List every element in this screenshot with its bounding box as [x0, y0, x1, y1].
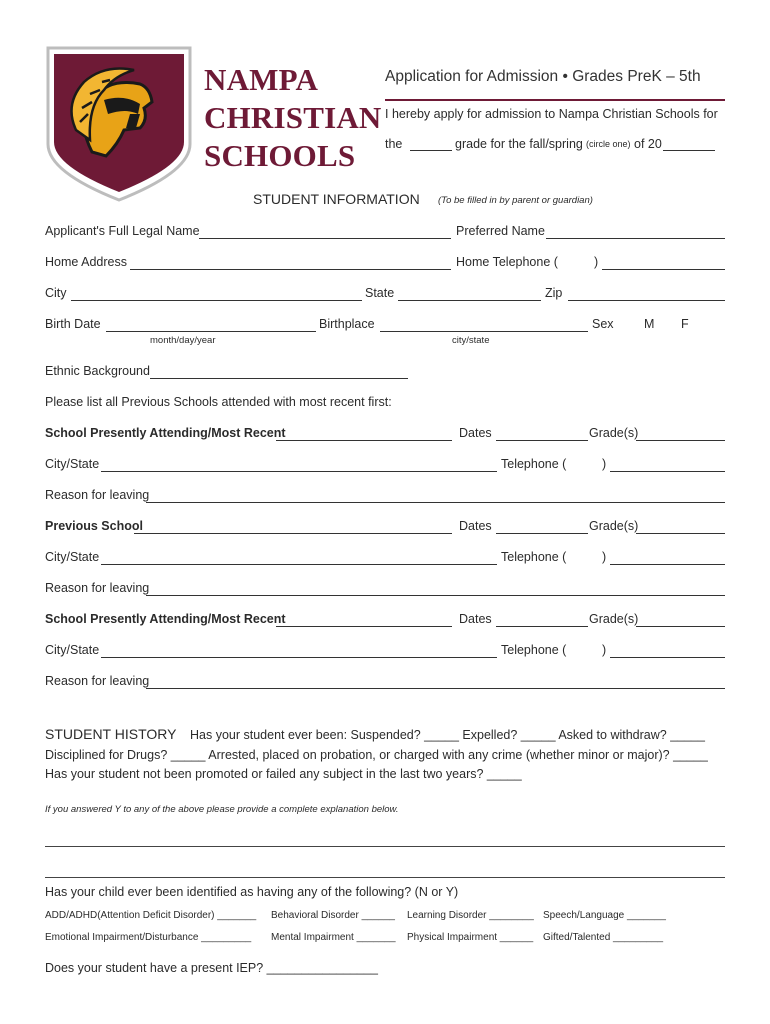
school2-dates-field[interactable]: [496, 533, 588, 534]
school1-telephone-paren: ): [602, 457, 607, 471]
grade-line-term: grade for the fall/spring: [455, 137, 583, 151]
home-address-field[interactable]: [130, 269, 451, 270]
school1-telephone-label: Telephone (: [501, 457, 567, 471]
condition-emotional: Emotional Impairment/Disturbance _________: [45, 932, 252, 943]
conditions-question: Has your child ever been identified as having any of the following? (N or Y): [45, 885, 459, 899]
home-address-label: Home Address: [45, 255, 127, 269]
school3-reason-label: Reason for leaving: [45, 674, 150, 688]
title-rule: [385, 99, 725, 101]
condition-gifted: Gifted/Talented _________: [543, 932, 664, 943]
school1-label: School Presently Attending/Most Recent: [45, 426, 286, 440]
condition-behavioral: Behavioral Disorder ______: [271, 910, 395, 921]
school3-city-label: City/State: [45, 643, 100, 657]
apply-statement: I hereby apply for admission to Nampa Christian Schools for: [385, 107, 718, 121]
school3-dates-label: Dates: [459, 612, 492, 626]
school2-field[interactable]: [134, 533, 452, 534]
ethnic-label: Ethnic Background: [45, 364, 150, 378]
grade-line-the: the: [385, 137, 403, 151]
school1-telephone-field[interactable]: [610, 471, 725, 472]
home-telephone-label: Home Telephone (: [456, 255, 558, 269]
school1-city-field[interactable]: [101, 471, 497, 472]
school3-label: School Presently Attending/Most Recent: [45, 612, 286, 626]
student-info-heading: STUDENT INFORMATION: [253, 191, 420, 207]
school1-reason-field[interactable]: [146, 502, 725, 503]
school2-label: Previous School: [45, 519, 143, 533]
sex-option-f[interactable]: F: [681, 317, 689, 331]
birthplace-field[interactable]: [380, 331, 588, 332]
city-label: City: [45, 286, 67, 300]
school3-dates-field[interactable]: [496, 626, 588, 627]
history-question-3: Has your student not been promoted or failed any subject in the last two years? _____: [45, 767, 522, 781]
school-crest-logo: [44, 44, 194, 204]
school3-telephone-paren: ): [602, 643, 607, 657]
explanation-line-2[interactable]: [45, 877, 725, 878]
school3-grades-label: Grade(s): [589, 612, 639, 626]
full-name-field[interactable]: [199, 238, 451, 239]
school1-grades-label: Grade(s): [589, 426, 639, 440]
full-name-label: Applicant's Full Legal Name: [45, 224, 200, 238]
school3-field[interactable]: [276, 626, 452, 627]
school2-dates-label: Dates: [459, 519, 492, 533]
city-field[interactable]: [71, 300, 362, 301]
condition-physical: Physical Impairment ______: [407, 932, 534, 943]
logo-word-nampa: NAMPA: [204, 62, 319, 97]
history-question-1: Has your student ever been: Suspended? _____ Expelled? _____ Asked to withdraw? _____: [190, 728, 705, 742]
iep-question: Does your student have a present IEP? ________________: [45, 961, 378, 975]
explanation-note: If you answered Y to any of the above please provide a complete explanation below.: [45, 804, 399, 815]
home-telephone-field[interactable]: [602, 269, 725, 270]
school2-grades-field[interactable]: [636, 533, 725, 534]
home-telephone-paren: ): [594, 255, 599, 269]
birth-date-field[interactable]: [106, 331, 316, 332]
school2-reason-field[interactable]: [146, 595, 725, 596]
school3-telephone-label: Telephone (: [501, 643, 567, 657]
state-field[interactable]: [398, 300, 541, 301]
explanation-line-1[interactable]: [45, 846, 725, 847]
school2-grades-label: Grade(s): [589, 519, 639, 533]
birthplace-hint: city/state: [452, 335, 490, 346]
birth-date-label: Birth Date: [45, 317, 101, 331]
school3-grades-field[interactable]: [636, 626, 725, 627]
school1-reason-label: Reason for leaving: [45, 488, 150, 502]
state-label: State: [365, 286, 395, 300]
school3-telephone-field[interactable]: [610, 657, 725, 658]
sex-option-m[interactable]: M: [644, 317, 655, 331]
condition-speech: Speech/Language _______: [543, 910, 666, 921]
birth-date-hint: month/day/year: [150, 335, 216, 346]
school1-city-label: City/State: [45, 457, 100, 471]
zip-label: Zip: [545, 286, 563, 300]
sex-label: Sex: [592, 317, 614, 331]
ethnic-field[interactable]: [150, 378, 408, 379]
school2-telephone-label: Telephone (: [501, 550, 567, 564]
form-title: Application for Admission • Grades PreK – 5th: [385, 68, 701, 85]
previous-schools-intro: Please list all Previous Schools attended with most recent first:: [45, 395, 392, 409]
school1-field[interactable]: [276, 440, 452, 441]
logo-word-schools: SCHOOLS: [204, 138, 356, 173]
school1-grades-field[interactable]: [636, 440, 725, 441]
student-info-note: (To be filled in by parent or guardian): [438, 195, 593, 206]
condition-mental: Mental Impairment _______: [271, 932, 396, 943]
school3-reason-field[interactable]: [146, 688, 725, 689]
year-field[interactable]: [663, 150, 715, 151]
zip-field[interactable]: [568, 300, 725, 301]
school1-dates-label: Dates: [459, 426, 492, 440]
history-question-2: Disciplined for Drugs? _____ Arrested, placed on probation, or charged with any crime (whether minor or major)? _____: [45, 748, 708, 762]
school2-city-label: City/State: [45, 550, 100, 564]
birthplace-label: Birthplace: [319, 317, 375, 331]
preferred-name-field[interactable]: [546, 238, 725, 239]
logo-word-christian: CHRISTIAN: [204, 100, 382, 135]
school3-city-field[interactable]: [101, 657, 497, 658]
school1-dates-field[interactable]: [496, 440, 588, 441]
school2-telephone-field[interactable]: [610, 564, 725, 565]
preferred-name-label: Preferred Name: [456, 224, 545, 238]
school2-reason-label: Reason for leaving: [45, 581, 150, 595]
circle-one-hint: (circle one): [586, 139, 631, 149]
grade-line-year: of 20: [634, 137, 662, 151]
condition-add-adhd: ADD/ADHD(Attention Deficit Disorder) _______: [45, 910, 257, 921]
student-history-heading: STUDENT HISTORY: [45, 726, 177, 742]
school2-telephone-paren: ): [602, 550, 607, 564]
school2-city-field[interactable]: [101, 564, 497, 565]
grade-field[interactable]: [410, 150, 452, 151]
condition-learning: Learning Disorder ________: [407, 910, 534, 921]
